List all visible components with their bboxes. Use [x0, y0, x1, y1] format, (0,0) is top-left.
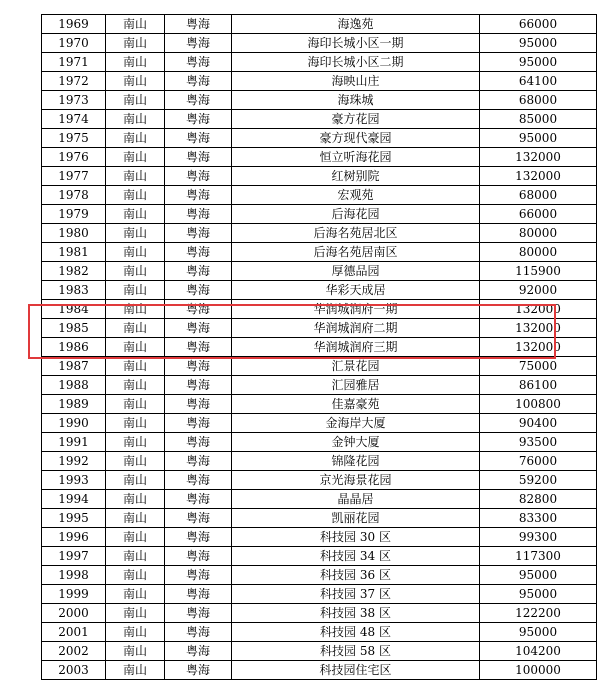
row-number-cell: 1998 — [42, 566, 106, 585]
price-cell: 92000 — [480, 281, 597, 300]
price-cell: 80000 — [480, 224, 597, 243]
table-row — [42, 338, 597, 357]
community-name-cell: 后海名苑居北区 — [232, 224, 480, 243]
table-row — [42, 53, 597, 72]
row-number-cell: 1979 — [42, 205, 106, 224]
price-cell: 59200 — [480, 471, 597, 490]
district-cell: 南山 — [106, 186, 165, 205]
price-cell: 132000 — [480, 319, 597, 338]
subdistrict-cell: 粤海 — [165, 585, 232, 604]
row-number-cell: 1986 — [42, 338, 106, 357]
price-table — [41, 14, 597, 680]
table-row — [42, 110, 597, 129]
row-number-cell: 1978 — [42, 186, 106, 205]
price-cell: 95000 — [480, 129, 597, 148]
subdistrict-cell: 粤海 — [165, 110, 232, 129]
subdistrict-cell: 粤海 — [165, 300, 232, 319]
community-name-cell: 后海花园 — [232, 205, 480, 224]
subdistrict-cell: 粤海 — [165, 357, 232, 376]
subdistrict-cell: 粤海 — [165, 129, 232, 148]
community-name-cell: 科技园 58 区 — [232, 642, 480, 661]
district-cell: 南山 — [106, 243, 165, 262]
subdistrict-cell: 粤海 — [165, 167, 232, 186]
row-number-cell: 1993 — [42, 471, 106, 490]
table-row — [42, 471, 597, 490]
community-name-cell: 海逸苑 — [232, 15, 480, 34]
subdistrict-cell: 粤海 — [165, 281, 232, 300]
subdistrict-cell: 粤海 — [165, 433, 232, 452]
district-cell: 南山 — [106, 452, 165, 471]
subdistrict-cell: 粤海 — [165, 186, 232, 205]
row-number-cell: 1972 — [42, 72, 106, 91]
price-cell: 75000 — [480, 357, 597, 376]
district-cell: 南山 — [106, 224, 165, 243]
community-name-cell: 锦隆花园 — [232, 452, 480, 471]
district-cell: 南山 — [106, 205, 165, 224]
row-number-cell: 2002 — [42, 642, 106, 661]
price-cell: 95000 — [480, 585, 597, 604]
table-row — [42, 205, 597, 224]
district-cell: 南山 — [106, 167, 165, 186]
price-cell: 132000 — [480, 338, 597, 357]
community-name-cell: 华润城润府二期 — [232, 319, 480, 338]
table-row — [42, 186, 597, 205]
table-row — [42, 129, 597, 148]
price-cell: 115900 — [480, 262, 597, 281]
price-cell: 100800 — [480, 395, 597, 414]
community-name-cell: 佳嘉豪苑 — [232, 395, 480, 414]
community-name-cell: 京光海景花园 — [232, 471, 480, 490]
district-cell: 南山 — [106, 661, 165, 680]
row-number-cell: 2000 — [42, 604, 106, 623]
district-cell: 南山 — [106, 110, 165, 129]
table-row — [42, 357, 597, 376]
price-cell: 100000 — [480, 661, 597, 680]
row-number-cell: 1984 — [42, 300, 106, 319]
subdistrict-cell: 粤海 — [165, 395, 232, 414]
community-name-cell: 汇园雅居 — [232, 376, 480, 395]
subdistrict-cell: 粤海 — [165, 224, 232, 243]
community-name-cell: 科技园 38 区 — [232, 604, 480, 623]
table-row — [42, 167, 597, 186]
price-cell: 95000 — [480, 34, 597, 53]
price-cell: 132000 — [480, 300, 597, 319]
row-number-cell: 1971 — [42, 53, 106, 72]
row-number-cell: 1982 — [42, 262, 106, 281]
district-cell: 南山 — [106, 148, 165, 167]
community-name-cell: 后海名苑居南区 — [232, 243, 480, 262]
community-name-cell: 宏观苑 — [232, 186, 480, 205]
subdistrict-cell: 粤海 — [165, 338, 232, 357]
table-row — [42, 15, 597, 34]
table-row — [42, 148, 597, 167]
price-cell: 64100 — [480, 72, 597, 91]
price-cell: 122200 — [480, 604, 597, 623]
district-cell: 南山 — [106, 376, 165, 395]
district-cell: 南山 — [106, 642, 165, 661]
community-name-cell: 豪方现代豪园 — [232, 129, 480, 148]
community-name-cell: 科技园 36 区 — [232, 566, 480, 585]
price-cell: 132000 — [480, 167, 597, 186]
table-row — [42, 319, 597, 338]
district-cell: 南山 — [106, 528, 165, 547]
subdistrict-cell: 粤海 — [165, 452, 232, 471]
community-name-cell: 科技园 48 区 — [232, 623, 480, 642]
row-number-cell: 1992 — [42, 452, 106, 471]
price-cell: 76000 — [480, 452, 597, 471]
community-name-cell: 金钟大厦 — [232, 433, 480, 452]
table-row — [42, 528, 597, 547]
row-number-cell: 1994 — [42, 490, 106, 509]
district-cell: 南山 — [106, 490, 165, 509]
row-number-cell: 1991 — [42, 433, 106, 452]
row-number-cell: 1974 — [42, 110, 106, 129]
row-number-cell: 1973 — [42, 91, 106, 110]
row-number-cell: 1983 — [42, 281, 106, 300]
row-number-cell: 1995 — [42, 509, 106, 528]
price-cell: 80000 — [480, 243, 597, 262]
district-cell: 南山 — [106, 395, 165, 414]
district-cell: 南山 — [106, 72, 165, 91]
district-cell: 南山 — [106, 91, 165, 110]
subdistrict-cell: 粤海 — [165, 528, 232, 547]
community-name-cell: 海珠城 — [232, 91, 480, 110]
district-cell: 南山 — [106, 53, 165, 72]
community-name-cell: 科技园 37 区 — [232, 585, 480, 604]
district-cell: 南山 — [106, 585, 165, 604]
row-number-cell: 1999 — [42, 585, 106, 604]
table-row — [42, 395, 597, 414]
table-row — [42, 91, 597, 110]
district-cell: 南山 — [106, 509, 165, 528]
district-cell: 南山 — [106, 471, 165, 490]
community-name-cell: 厚德品园 — [232, 262, 480, 281]
price-cell: 93500 — [480, 433, 597, 452]
table-row — [42, 72, 597, 91]
price-cell: 90400 — [480, 414, 597, 433]
community-name-cell: 科技园 34 区 — [232, 547, 480, 566]
table-row — [42, 490, 597, 509]
subdistrict-cell: 粤海 — [165, 509, 232, 528]
community-name-cell: 科技园住宅区 — [232, 661, 480, 680]
subdistrict-cell: 粤海 — [165, 661, 232, 680]
subdistrict-cell: 粤海 — [165, 547, 232, 566]
table-row — [42, 547, 597, 566]
district-cell: 南山 — [106, 357, 165, 376]
district-cell: 南山 — [106, 414, 165, 433]
subdistrict-cell: 粤海 — [165, 53, 232, 72]
subdistrict-cell: 粤海 — [165, 72, 232, 91]
district-cell: 南山 — [106, 433, 165, 452]
community-name-cell: 科技园 30 区 — [232, 528, 480, 547]
table-row — [42, 661, 597, 680]
price-cell: 95000 — [480, 566, 597, 585]
table-row — [42, 300, 597, 319]
district-cell: 南山 — [106, 319, 165, 338]
row-number-cell: 1969 — [42, 15, 106, 34]
row-number-cell: 1977 — [42, 167, 106, 186]
price-cell: 132000 — [480, 148, 597, 167]
row-number-cell: 1975 — [42, 129, 106, 148]
community-name-cell: 豪方花园 — [232, 110, 480, 129]
community-name-cell: 华润城润府一期 — [232, 300, 480, 319]
subdistrict-cell: 粤海 — [165, 471, 232, 490]
table-row — [42, 433, 597, 452]
subdistrict-cell: 粤海 — [165, 34, 232, 53]
price-cell: 66000 — [480, 205, 597, 224]
subdistrict-cell: 粤海 — [165, 490, 232, 509]
community-name-cell: 恒立听海花园 — [232, 148, 480, 167]
row-number-cell: 1980 — [42, 224, 106, 243]
district-cell: 南山 — [106, 129, 165, 148]
subdistrict-cell: 粤海 — [165, 205, 232, 224]
row-number-cell: 1989 — [42, 395, 106, 414]
subdistrict-cell: 粤海 — [165, 243, 232, 262]
price-cell: 95000 — [480, 53, 597, 72]
subdistrict-cell: 粤海 — [165, 414, 232, 433]
row-number-cell: 1990 — [42, 414, 106, 433]
table-row — [42, 281, 597, 300]
row-number-cell: 1988 — [42, 376, 106, 395]
table-row — [42, 262, 597, 281]
table-row — [42, 566, 597, 585]
table-row — [42, 34, 597, 53]
price-cell: 117300 — [480, 547, 597, 566]
community-name-cell: 红树别院 — [232, 167, 480, 186]
subdistrict-cell: 粤海 — [165, 566, 232, 585]
table-row — [42, 376, 597, 395]
price-cell: 82800 — [480, 490, 597, 509]
table-row — [42, 604, 597, 623]
row-number-cell: 1976 — [42, 148, 106, 167]
community-name-cell: 海映山庄 — [232, 72, 480, 91]
community-name-cell: 华彩天成居 — [232, 281, 480, 300]
price-cell: 68000 — [480, 91, 597, 110]
price-table-sheet — [41, 14, 597, 680]
district-cell: 南山 — [106, 281, 165, 300]
table-row — [42, 224, 597, 243]
price-cell: 85000 — [480, 110, 597, 129]
row-number-cell: 1987 — [42, 357, 106, 376]
district-cell: 南山 — [106, 34, 165, 53]
district-cell: 南山 — [106, 300, 165, 319]
community-name-cell: 海印长城小区二期 — [232, 53, 480, 72]
table-row — [42, 243, 597, 262]
row-number-cell: 1970 — [42, 34, 106, 53]
table-row — [42, 623, 597, 642]
row-number-cell: 1981 — [42, 243, 106, 262]
price-cell: 104200 — [480, 642, 597, 661]
subdistrict-cell: 粤海 — [165, 148, 232, 167]
price-cell: 86100 — [480, 376, 597, 395]
table-row — [42, 509, 597, 528]
community-name-cell: 晶晶居 — [232, 490, 480, 509]
subdistrict-cell: 粤海 — [165, 604, 232, 623]
subdistrict-cell: 粤海 — [165, 623, 232, 642]
row-number-cell: 2003 — [42, 661, 106, 680]
district-cell: 南山 — [106, 262, 165, 281]
community-name-cell: 凯丽花园 — [232, 509, 480, 528]
subdistrict-cell: 粤海 — [165, 91, 232, 110]
table-body — [42, 15, 597, 680]
subdistrict-cell: 粤海 — [165, 642, 232, 661]
price-cell: 95000 — [480, 623, 597, 642]
district-cell: 南山 — [106, 566, 165, 585]
table-row — [42, 585, 597, 604]
row-number-cell: 2001 — [42, 623, 106, 642]
row-number-cell: 1997 — [42, 547, 106, 566]
subdistrict-cell: 粤海 — [165, 319, 232, 338]
price-cell: 99300 — [480, 528, 597, 547]
district-cell: 南山 — [106, 623, 165, 642]
community-name-cell: 华润城润府三期 — [232, 338, 480, 357]
subdistrict-cell: 粤海 — [165, 15, 232, 34]
price-cell: 66000 — [480, 15, 597, 34]
community-name-cell: 海印长城小区一期 — [232, 34, 480, 53]
table-row — [42, 414, 597, 433]
price-cell: 83300 — [480, 509, 597, 528]
price-cell: 68000 — [480, 186, 597, 205]
subdistrict-cell: 粤海 — [165, 376, 232, 395]
table-row — [42, 642, 597, 661]
district-cell: 南山 — [106, 547, 165, 566]
subdistrict-cell: 粤海 — [165, 262, 232, 281]
row-number-cell: 1985 — [42, 319, 106, 338]
community-name-cell: 汇景花园 — [232, 357, 480, 376]
district-cell: 南山 — [106, 604, 165, 623]
district-cell: 南山 — [106, 15, 165, 34]
table-row — [42, 452, 597, 471]
district-cell: 南山 — [106, 338, 165, 357]
row-number-cell: 1996 — [42, 528, 106, 547]
community-name-cell: 金海岸大厦 — [232, 414, 480, 433]
